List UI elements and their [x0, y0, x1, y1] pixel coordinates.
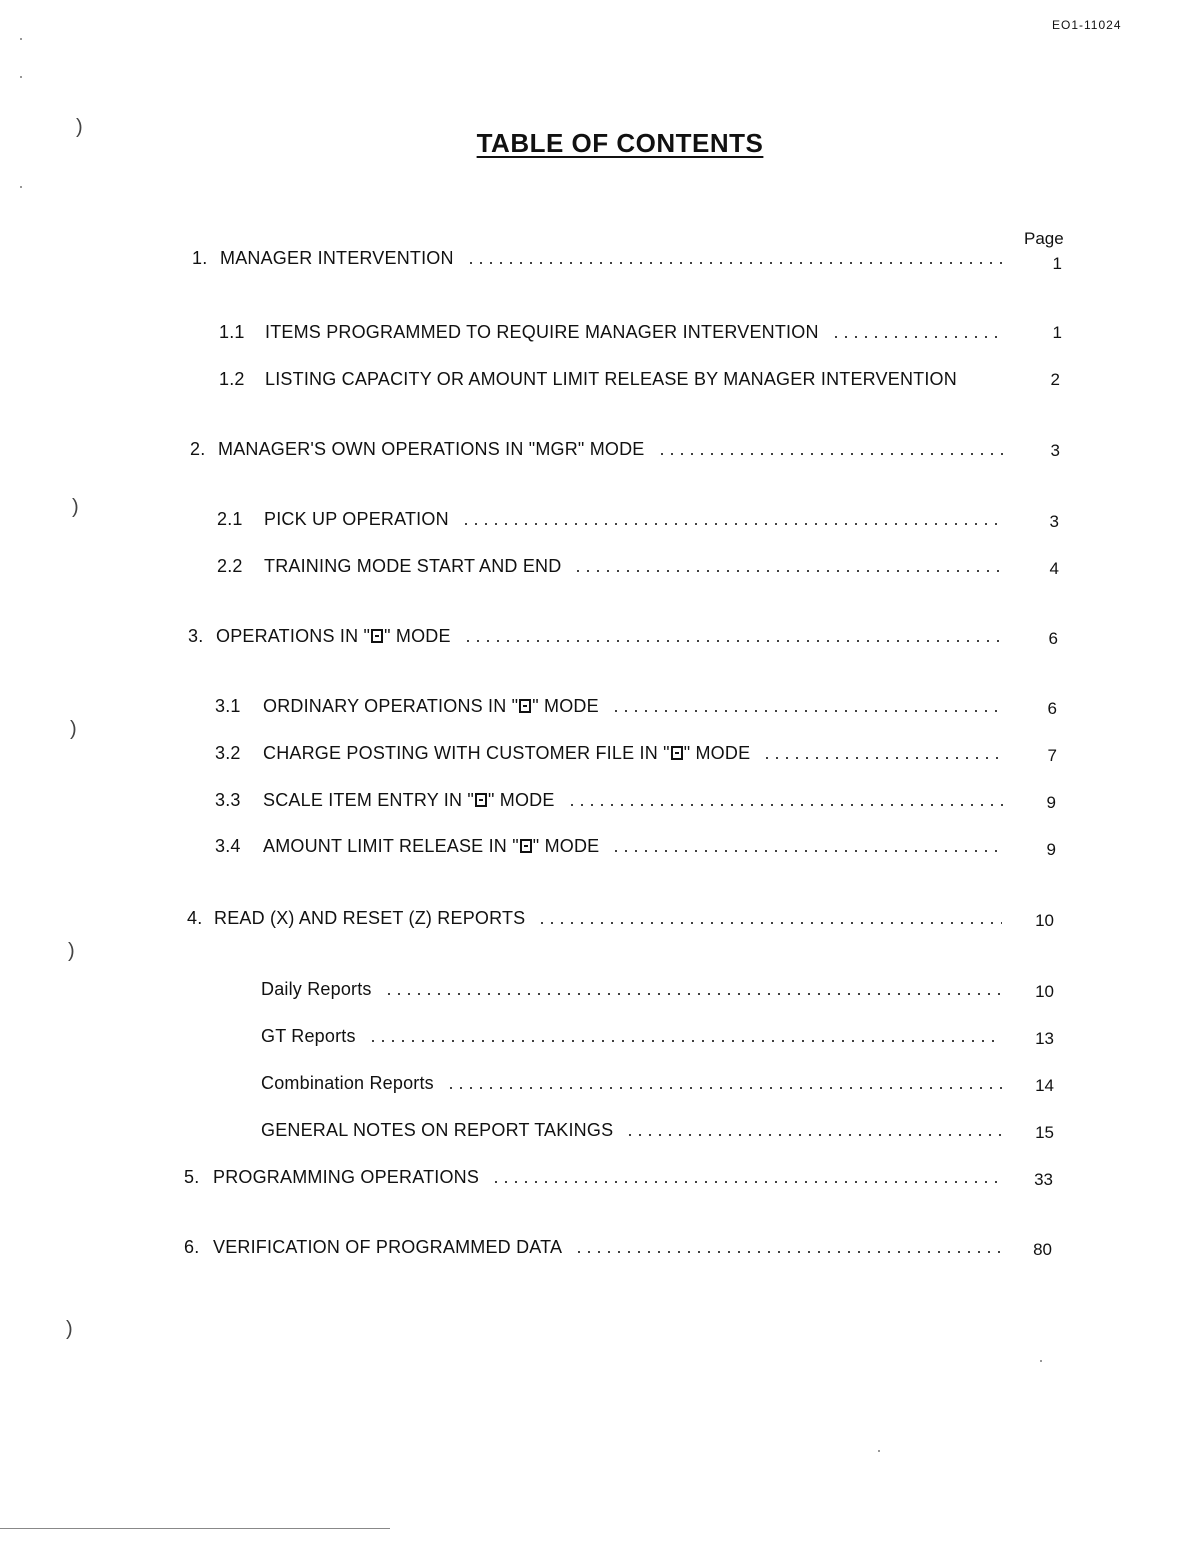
- dot-leader: [611, 850, 1004, 852]
- entry-number: 3.: [188, 626, 204, 646]
- entry-page: 1: [1052, 254, 1062, 273]
- scan-speck: [20, 186, 22, 188]
- entry-page: 13: [1035, 1029, 1054, 1048]
- entry-page: 14: [1035, 1076, 1054, 1095]
- scan-edge-line: [0, 1528, 390, 1529]
- document-id: EO1-11024: [1052, 18, 1122, 32]
- toc-entry: [184, 1164, 1010, 1188]
- toc-entry: [261, 1070, 1010, 1094]
- entry-label: READ (X) AND RESET (Z) REPORTS: [214, 908, 526, 928]
- entry-number: 3.1: [215, 696, 241, 716]
- dot-leader: [611, 710, 1004, 712]
- entry-label: TRAINING MODE START AND END: [264, 556, 562, 576]
- entry-page: 3: [1050, 441, 1060, 460]
- binder-hole-mark: ): [76, 116, 83, 138]
- toc-entry: [261, 976, 1010, 1000]
- entry-page: 33: [1034, 1170, 1053, 1189]
- entry-number: 3.2: [215, 743, 241, 763]
- entry-label: ITEMS PROGRAMMED TO REQUIRE MANAGER INTERVENTION: [265, 322, 819, 342]
- entry-label: MANAGER'S OWN OPERATIONS IN "MGR" MODE: [218, 439, 645, 459]
- dot-leader: [384, 993, 1002, 995]
- register-mode-key-icon: [520, 839, 532, 853]
- register-mode-key-icon: [519, 699, 531, 713]
- entry-number: 3.4: [215, 836, 241, 856]
- entry-number: 2.1: [217, 509, 243, 529]
- register-mode-key-icon: [671, 746, 683, 760]
- register-mode-key-icon: [371, 629, 383, 643]
- entry-number: 5.: [184, 1167, 200, 1187]
- dot-leader: [461, 523, 1004, 525]
- entry-number: 4.: [187, 908, 203, 928]
- page-column-header: Page: [1024, 229, 1064, 248]
- binder-hole-mark: ): [72, 496, 79, 518]
- entry-page: 1: [1052, 323, 1062, 342]
- entry-page: 2: [1050, 370, 1060, 389]
- dot-leader: [491, 1181, 1002, 1183]
- toc-entry: [217, 553, 1012, 577]
- entry-page: 6: [1047, 699, 1057, 718]
- toc-entry: [188, 623, 1012, 647]
- toc-entry: [190, 436, 1012, 460]
- entry-label: LISTING CAPACITY OR AMOUNT LIMIT RELEASE BY MANAGER INTERVENTION: [265, 369, 957, 389]
- entry-page: 10: [1035, 911, 1054, 930]
- entry-label: MANAGER INTERVENTION: [220, 248, 454, 268]
- dot-leader: [573, 570, 1004, 572]
- entry-number: 1.1: [219, 322, 245, 342]
- entry-number: 6.: [184, 1237, 200, 1257]
- dot-leader: [762, 757, 1004, 759]
- toc-entry: [184, 1234, 1010, 1258]
- dot-leader: [567, 804, 1004, 806]
- scan-speck: [20, 76, 22, 78]
- entry-label: PROGRAMMING OPERATIONS: [213, 1167, 480, 1187]
- entry-label: Daily Reports: [261, 979, 372, 999]
- toc-entry: [215, 833, 1012, 857]
- toc-entry: [261, 1117, 1010, 1141]
- toc-entry: [187, 905, 1010, 929]
- entry-label: GT Reports: [261, 1026, 356, 1046]
- binder-hole-mark: ): [70, 718, 77, 740]
- dot-leader: [537, 922, 1002, 924]
- toc-entry: [217, 506, 1012, 530]
- entry-label: PICK UP OPERATION: [264, 509, 449, 529]
- dot-leader: [831, 336, 1004, 338]
- entry-label: ORDINARY OPERATIONS IN " " MODE: [263, 696, 599, 716]
- entry-number: 2.2: [217, 556, 243, 576]
- entry-page: 4: [1049, 559, 1059, 578]
- toc-entry: [219, 319, 1012, 343]
- register-mode-key-icon: [475, 793, 487, 807]
- scan-speck: [1040, 1360, 1042, 1362]
- toc-entry: [219, 366, 1019, 390]
- entry-label: VERIFICATION OF PROGRAMMED DATA: [213, 1237, 563, 1257]
- entry-label: CHARGE POSTING WITH CUSTOMER FILE IN " " MODE: [263, 743, 751, 763]
- entry-label: SCALE ITEM ENTRY IN " " MODE: [263, 790, 555, 810]
- entry-page: 15: [1035, 1123, 1054, 1142]
- entry-label: OPERATIONS IN " " MODE: [216, 626, 451, 646]
- entry-page: 6: [1048, 629, 1058, 648]
- page-title: TABLE OF CONTENTS: [476, 128, 764, 158]
- entry-page: 9: [1046, 793, 1056, 812]
- entry-page: 80: [1033, 1240, 1052, 1259]
- entry-page: 10: [1035, 982, 1054, 1001]
- dot-leader: [466, 262, 1004, 264]
- entry-page: 7: [1047, 746, 1057, 765]
- dot-leader: [368, 1040, 1002, 1042]
- toc-entry: [215, 693, 1012, 717]
- entry-number: 1.2: [219, 369, 245, 389]
- dot-leader: [446, 1087, 1002, 1089]
- dot-leader: [657, 453, 1004, 455]
- dot-leader: [574, 1251, 1002, 1253]
- toc-entry: [192, 245, 1012, 269]
- entry-number: 2.: [190, 439, 206, 459]
- entry-number: 3.3: [215, 790, 241, 810]
- entry-label: Combination Reports: [261, 1073, 434, 1093]
- scan-speck: [20, 38, 22, 40]
- binder-hole-mark: ): [68, 940, 75, 962]
- entry-label: AMOUNT LIMIT RELEASE IN " " MODE: [263, 836, 600, 856]
- entry-number: 1.: [192, 248, 208, 268]
- toc-entry: [215, 740, 1012, 764]
- binder-hole-mark: ): [66, 1318, 73, 1340]
- scan-speck: [878, 1450, 880, 1452]
- entry-page: 9: [1046, 840, 1056, 859]
- toc-entry: [215, 787, 1012, 811]
- entry-page: 3: [1049, 512, 1059, 531]
- dot-leader: [625, 1134, 1002, 1136]
- entry-label: GENERAL NOTES ON REPORT TAKINGS: [261, 1120, 614, 1140]
- toc-entry: [261, 1023, 1010, 1047]
- dot-leader: [463, 640, 1004, 642]
